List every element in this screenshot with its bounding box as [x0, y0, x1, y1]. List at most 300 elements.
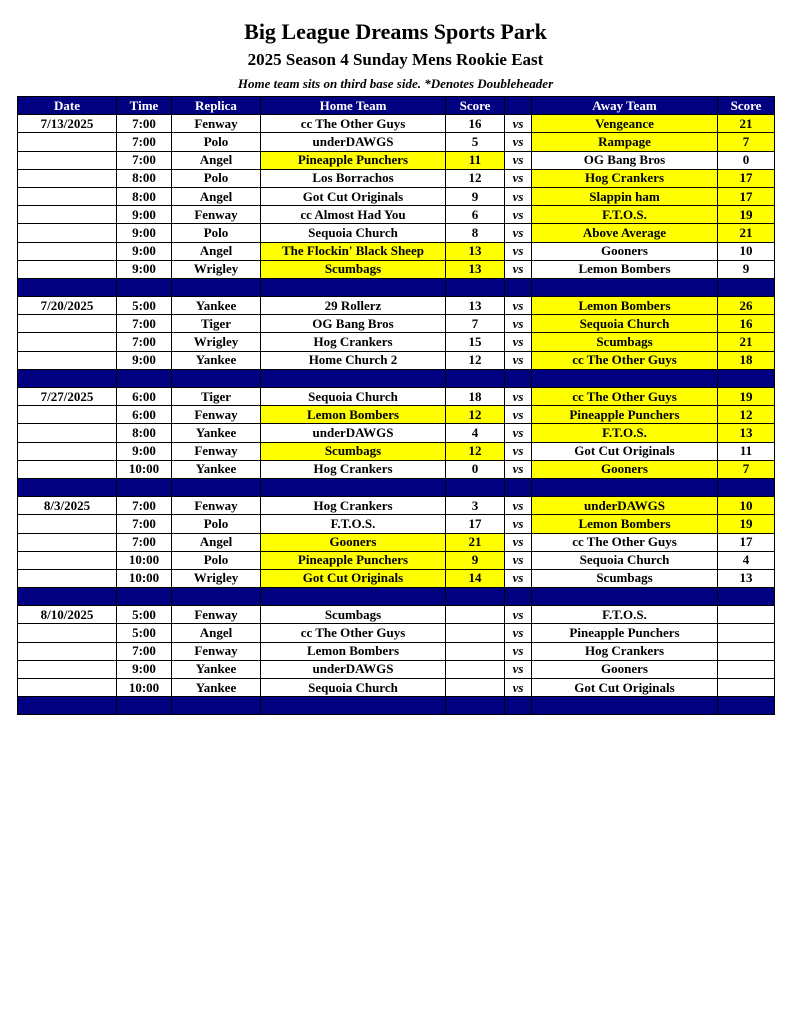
time-cell: 7:00 [117, 515, 172, 533]
time-cell: 9:00 [117, 260, 172, 278]
date-cell [18, 133, 117, 151]
date-cell [18, 406, 117, 424]
column-header-date: Date [18, 97, 117, 115]
date-cell: 8/10/2025 [18, 606, 117, 624]
separator-cell [172, 369, 261, 387]
vs-cell: vs [505, 187, 532, 205]
home-score-cell: 7 [446, 315, 505, 333]
time-cell: 5:00 [117, 606, 172, 624]
table-row [18, 660, 775, 678]
time-cell: 7:00 [117, 115, 172, 133]
home-score-cell: 17 [446, 515, 505, 533]
home-score-cell: 15 [446, 333, 505, 351]
vs-cell: vs [505, 406, 532, 424]
away-team-cell: underDAWGS [532, 497, 718, 515]
away-team-cell: OG Bang Bros [532, 151, 718, 169]
week-separator-row [18, 478, 775, 496]
separator-cell [532, 588, 718, 606]
home-score-cell: 5 [446, 133, 505, 151]
home-score-cell: 18 [446, 388, 505, 406]
table-row [18, 133, 775, 151]
home-team-cell: Pineapple Punchers [261, 551, 446, 569]
home-score-cell: 6 [446, 206, 505, 224]
home-score-cell: 0 [446, 460, 505, 478]
away-team-cell: Vengeance [532, 115, 718, 133]
table-row [18, 351, 775, 369]
replica-cell: Yankee [172, 351, 261, 369]
date-cell [18, 260, 117, 278]
date-cell [18, 242, 117, 260]
separator-cell [261, 478, 446, 496]
replica-cell: Fenway [172, 442, 261, 460]
home-score-cell: 12 [446, 442, 505, 460]
replica-cell: Polo [172, 133, 261, 151]
home-team-cell: cc The Other Guys [261, 624, 446, 642]
home-score-cell: 13 [446, 297, 505, 315]
separator-cell [172, 588, 261, 606]
vs-cell: vs [505, 442, 532, 460]
home-team-cell: Sequoia Church [261, 679, 446, 697]
time-cell: 6:00 [117, 388, 172, 406]
vs-cell: vs [505, 224, 532, 242]
vs-cell: vs [505, 569, 532, 587]
date-cell [18, 679, 117, 697]
away-team-cell: cc The Other Guys [532, 533, 718, 551]
home-score-cell [446, 642, 505, 660]
vs-cell: vs [505, 660, 532, 678]
time-cell: 9:00 [117, 442, 172, 460]
vs-cell: vs [505, 679, 532, 697]
table-row [18, 242, 775, 260]
column-header-vs [505, 97, 532, 115]
table-row [18, 260, 775, 278]
table-row [18, 206, 775, 224]
replica-cell: Wrigley [172, 333, 261, 351]
separator-cell [117, 478, 172, 496]
table-header-row [18, 97, 775, 115]
date-cell: 8/3/2025 [18, 497, 117, 515]
replica-cell: Fenway [172, 497, 261, 515]
column-header-home-team: Home Team [261, 97, 446, 115]
replica-cell: Tiger [172, 388, 261, 406]
separator-cell [532, 478, 718, 496]
separator-cell [446, 478, 505, 496]
date-cell [18, 660, 117, 678]
time-cell: 7:00 [117, 333, 172, 351]
time-cell: 8:00 [117, 187, 172, 205]
week-separator-row [18, 588, 775, 606]
replica-cell: Wrigley [172, 260, 261, 278]
away-team-cell: Pineapple Punchers [532, 406, 718, 424]
replica-cell: Polo [172, 515, 261, 533]
separator-cell [172, 697, 261, 715]
time-cell: 10:00 [117, 460, 172, 478]
away-score-cell: 10 [718, 497, 775, 515]
table-row [18, 642, 775, 660]
table-row [18, 224, 775, 242]
separator-cell [446, 278, 505, 296]
home-score-cell: 16 [446, 115, 505, 133]
schedule-note: Home team sits on third base side. *Denotes Doubleheader [237, 76, 554, 91]
home-score-cell [446, 660, 505, 678]
home-team-cell: Scumbags [261, 260, 446, 278]
away-score-cell: 11 [718, 442, 775, 460]
vs-cell: vs [505, 297, 532, 315]
separator-cell [505, 697, 532, 715]
vs-cell: vs [505, 515, 532, 533]
schedule-table [17, 96, 775, 715]
away-team-cell: Slappin ham [532, 187, 718, 205]
away-score-cell: 17 [718, 533, 775, 551]
home-team-cell: Scumbags [261, 606, 446, 624]
home-score-cell: 8 [446, 224, 505, 242]
replica-cell: Yankee [172, 424, 261, 442]
week-separator-row [18, 278, 775, 296]
home-score-cell: 11 [446, 151, 505, 169]
replica-cell: Fenway [172, 642, 261, 660]
week-separator-row [18, 369, 775, 387]
vs-cell: vs [505, 497, 532, 515]
table-row [18, 533, 775, 551]
away-score-cell: 4 [718, 551, 775, 569]
replica-cell: Wrigley [172, 569, 261, 587]
separator-cell [261, 588, 446, 606]
home-team-cell: Hog Crankers [261, 333, 446, 351]
home-team-cell: cc The Other Guys [261, 115, 446, 133]
home-team-cell: Sequoia Church [261, 224, 446, 242]
date-cell [18, 151, 117, 169]
table-row [18, 679, 775, 697]
vs-cell: vs [505, 242, 532, 260]
replica-cell: Angel [172, 242, 261, 260]
away-score-cell: 7 [718, 460, 775, 478]
home-score-cell: 9 [446, 551, 505, 569]
away-team-cell: Scumbags [532, 569, 718, 587]
vs-cell: vs [505, 351, 532, 369]
vs-cell: vs [505, 642, 532, 660]
separator-cell [718, 369, 775, 387]
away-team-cell: Gooners [532, 242, 718, 260]
home-score-cell: 13 [446, 260, 505, 278]
away-score-cell: 17 [718, 187, 775, 205]
date-cell: 7/13/2025 [18, 115, 117, 133]
page-title: Big League Dreams Sports Park [244, 19, 547, 44]
replica-cell: Yankee [172, 460, 261, 478]
time-cell: 10:00 [117, 679, 172, 697]
home-team-cell: 29 Rollerz [261, 297, 446, 315]
home-score-cell [446, 624, 505, 642]
table-row [18, 442, 775, 460]
separator-cell [261, 369, 446, 387]
replica-cell: Fenway [172, 406, 261, 424]
home-team-cell: Los Borrachos [261, 169, 446, 187]
table-row [18, 315, 775, 333]
date-cell [18, 624, 117, 642]
separator-cell [446, 369, 505, 387]
vs-cell: vs [505, 424, 532, 442]
vs-cell: vs [505, 133, 532, 151]
vs-cell: vs [505, 460, 532, 478]
away-score-cell: 17 [718, 169, 775, 187]
vs-cell: vs [505, 333, 532, 351]
time-cell: 9:00 [117, 660, 172, 678]
time-cell: 5:00 [117, 624, 172, 642]
replica-cell: Angel [172, 624, 261, 642]
replica-cell: Fenway [172, 606, 261, 624]
vs-cell: vs [505, 315, 532, 333]
home-team-cell: Pineapple Punchers [261, 151, 446, 169]
time-cell: 8:00 [117, 424, 172, 442]
home-team-cell: Hog Crankers [261, 497, 446, 515]
away-score-cell: 19 [718, 206, 775, 224]
date-cell [18, 187, 117, 205]
vs-cell: vs [505, 206, 532, 224]
separator-cell [505, 478, 532, 496]
separator-cell [532, 697, 718, 715]
away-score-cell: 21 [718, 115, 775, 133]
time-cell: 7:00 [117, 533, 172, 551]
home-team-cell: Gooners [261, 533, 446, 551]
time-cell: 7:00 [117, 497, 172, 515]
column-header-replica: Replica [172, 97, 261, 115]
away-team-cell: Sequoia Church [532, 315, 718, 333]
away-score-cell: 19 [718, 515, 775, 533]
away-team-cell: Pineapple Punchers [532, 624, 718, 642]
away-team-cell: Sequoia Church [532, 551, 718, 569]
away-team-cell: F.T.O.S. [532, 606, 718, 624]
date-cell [18, 442, 117, 460]
separator-cell [505, 369, 532, 387]
date-cell [18, 315, 117, 333]
home-team-cell: Scumbags [261, 442, 446, 460]
time-cell: 9:00 [117, 351, 172, 369]
home-team-cell: Lemon Bombers [261, 642, 446, 660]
table-row [18, 460, 775, 478]
date-cell [18, 569, 117, 587]
home-score-cell: 9 [446, 187, 505, 205]
time-cell: 5:00 [117, 297, 172, 315]
home-team-cell: Home Church 2 [261, 351, 446, 369]
table-row [18, 569, 775, 587]
separator-cell [18, 278, 117, 296]
date-cell [18, 206, 117, 224]
home-team-cell: Hog Crankers [261, 460, 446, 478]
vs-cell: vs [505, 388, 532, 406]
table-row [18, 169, 775, 187]
table-row [18, 297, 775, 315]
separator-cell [172, 478, 261, 496]
away-score-cell: 12 [718, 406, 775, 424]
vs-cell: vs [505, 260, 532, 278]
replica-cell: Yankee [172, 297, 261, 315]
separator-cell [18, 588, 117, 606]
page-subtitle: 2025 Season 4 Sunday Mens Rookie East [247, 50, 544, 69]
vs-cell: vs [505, 606, 532, 624]
schedule-body [18, 115, 775, 715]
table-row [18, 388, 775, 406]
away-team-cell: Above Average [532, 224, 718, 242]
table-row [18, 424, 775, 442]
time-cell: 8:00 [117, 169, 172, 187]
date-cell [18, 424, 117, 442]
vs-cell: vs [505, 169, 532, 187]
replica-cell: Tiger [172, 315, 261, 333]
away-score-cell: 21 [718, 333, 775, 351]
week-separator-row [18, 697, 775, 715]
separator-cell [117, 697, 172, 715]
separator-cell [261, 278, 446, 296]
table-row [18, 151, 775, 169]
date-cell: 7/27/2025 [18, 388, 117, 406]
vs-cell: vs [505, 115, 532, 133]
away-team-cell: Lemon Bombers [532, 297, 718, 315]
column-header-away-team: Away Team [532, 97, 718, 115]
away-score-cell: 9 [718, 260, 775, 278]
separator-cell [532, 369, 718, 387]
away-team-cell: Got Cut Originals [532, 679, 718, 697]
table-row [18, 406, 775, 424]
separator-cell [718, 478, 775, 496]
time-cell: 9:00 [117, 206, 172, 224]
column-header-home-score: Score [446, 97, 505, 115]
home-score-cell: 12 [446, 169, 505, 187]
home-team-cell: F.T.O.S. [261, 515, 446, 533]
away-score-cell: 26 [718, 297, 775, 315]
separator-cell [718, 588, 775, 606]
date-cell [18, 460, 117, 478]
vs-cell: vs [505, 624, 532, 642]
time-cell: 6:00 [117, 406, 172, 424]
table-row [18, 115, 775, 133]
home-team-cell: OG Bang Bros [261, 315, 446, 333]
separator-cell [446, 588, 505, 606]
away-score-cell [718, 642, 775, 660]
date-cell [18, 515, 117, 533]
away-team-cell: F.T.O.S. [532, 206, 718, 224]
date-cell [18, 642, 117, 660]
away-score-cell: 7 [718, 133, 775, 151]
replica-cell: Angel [172, 187, 261, 205]
time-cell: 7:00 [117, 642, 172, 660]
home-team-cell: Lemon Bombers [261, 406, 446, 424]
away-team-cell: Lemon Bombers [532, 515, 718, 533]
separator-cell [172, 278, 261, 296]
table-row [18, 333, 775, 351]
table-row [18, 497, 775, 515]
vs-cell: vs [505, 151, 532, 169]
home-team-cell: underDAWGS [261, 424, 446, 442]
home-team-cell: Got Cut Originals [261, 187, 446, 205]
home-team-cell: underDAWGS [261, 660, 446, 678]
replica-cell: Yankee [172, 660, 261, 678]
vs-cell: vs [505, 533, 532, 551]
column-header-away-score: Score [718, 97, 775, 115]
away-team-cell: cc The Other Guys [532, 351, 718, 369]
away-score-cell: 16 [718, 315, 775, 333]
replica-cell: Polo [172, 224, 261, 242]
replica-cell: Polo [172, 169, 261, 187]
separator-cell [117, 369, 172, 387]
separator-cell [446, 697, 505, 715]
away-team-cell: Gooners [532, 460, 718, 478]
date-cell [18, 551, 117, 569]
time-cell: 7:00 [117, 151, 172, 169]
home-team-cell: underDAWGS [261, 133, 446, 151]
away-team-cell: Scumbags [532, 333, 718, 351]
table-row [18, 551, 775, 569]
separator-cell [261, 697, 446, 715]
table-row [18, 515, 775, 533]
home-score-cell: 21 [446, 533, 505, 551]
away-score-cell: 21 [718, 224, 775, 242]
home-score-cell: 12 [446, 351, 505, 369]
date-cell: 7/20/2025 [18, 297, 117, 315]
time-cell: 10:00 [117, 569, 172, 587]
away-score-cell: 19 [718, 388, 775, 406]
separator-cell [18, 478, 117, 496]
table-row [18, 187, 775, 205]
time-cell: 9:00 [117, 224, 172, 242]
home-score-cell [446, 606, 505, 624]
replica-cell: Yankee [172, 679, 261, 697]
away-team-cell: F.T.O.S. [532, 424, 718, 442]
away-score-cell [718, 606, 775, 624]
home-score-cell: 12 [446, 406, 505, 424]
home-score-cell: 3 [446, 497, 505, 515]
away-team-cell: Hog Crankers [532, 642, 718, 660]
table-row [18, 624, 775, 642]
away-team-cell: Lemon Bombers [532, 260, 718, 278]
away-score-cell: 18 [718, 351, 775, 369]
date-cell [18, 333, 117, 351]
separator-cell [117, 278, 172, 296]
separator-cell [505, 588, 532, 606]
away-team-cell: Hog Crankers [532, 169, 718, 187]
date-cell [18, 351, 117, 369]
table-row [18, 606, 775, 624]
away-score-cell [718, 660, 775, 678]
away-score-cell [718, 679, 775, 697]
away-team-cell: Gooners [532, 660, 718, 678]
home-score-cell: 4 [446, 424, 505, 442]
separator-cell [718, 278, 775, 296]
date-cell [18, 533, 117, 551]
away-team-cell: Got Cut Originals [532, 442, 718, 460]
vs-cell: vs [505, 551, 532, 569]
home-score-cell [446, 679, 505, 697]
replica-cell: Polo [172, 551, 261, 569]
home-score-cell: 13 [446, 242, 505, 260]
separator-cell [718, 697, 775, 715]
date-cell [18, 169, 117, 187]
away-score-cell [718, 624, 775, 642]
separator-cell [117, 588, 172, 606]
home-score-cell: 14 [446, 569, 505, 587]
separator-cell [532, 278, 718, 296]
home-team-cell: cc Almost Had You [261, 206, 446, 224]
replica-cell: Angel [172, 151, 261, 169]
away-score-cell: 0 [718, 151, 775, 169]
away-score-cell: 13 [718, 424, 775, 442]
replica-cell: Angel [172, 533, 261, 551]
time-cell: 7:00 [117, 315, 172, 333]
away-score-cell: 10 [718, 242, 775, 260]
date-cell [18, 224, 117, 242]
time-cell: 9:00 [117, 242, 172, 260]
separator-cell [505, 278, 532, 296]
column-header-time: Time [117, 97, 172, 115]
separator-cell [18, 697, 117, 715]
